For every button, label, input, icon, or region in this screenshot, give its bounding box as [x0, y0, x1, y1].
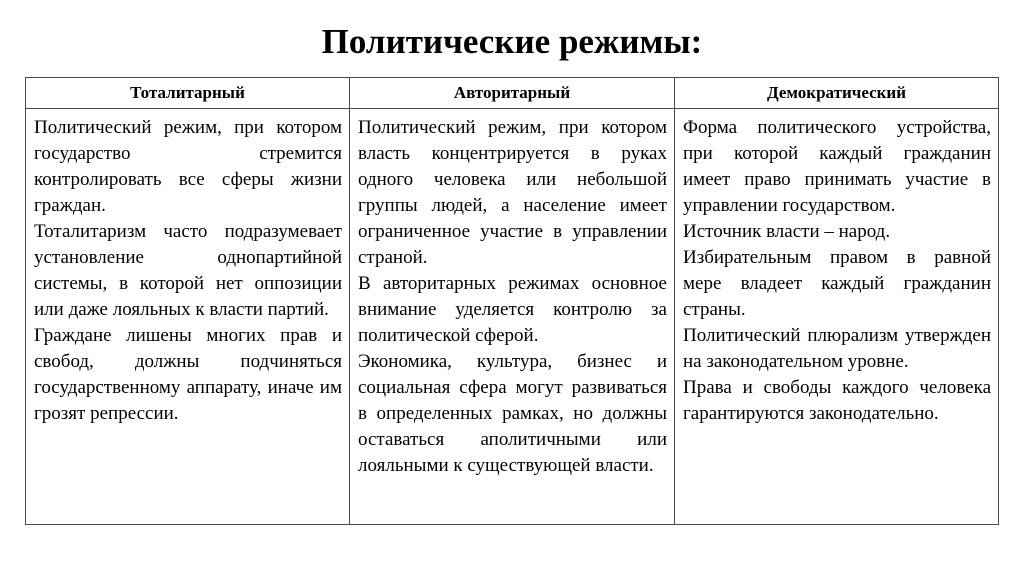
- democratic-paragraph: Политический плюрализм утвержден на законодательном уровне.: [683, 325, 991, 372]
- cell-totalitarian: [26, 109, 350, 525]
- table-row: [26, 109, 999, 525]
- cell-democratic: [675, 109, 999, 525]
- header-democratic: Демократический: [675, 78, 999, 109]
- header-totalitarian: Тоталитарный: [26, 78, 350, 109]
- cell-authoritarian: [350, 109, 675, 525]
- democratic-paragraph: Форма политического устройства, при которой каждый гражданин имеет право принимать участие в управлении государством.: [683, 117, 991, 216]
- democratic-paragraph: Источник власти – народ.: [683, 221, 891, 242]
- totalitarian-paragraph: Граждане лишены многих прав и свобод, должны подчиняться государственному аппарату, иначе им грозят репрессии.: [34, 325, 342, 424]
- page-title: Политические режимы:: [321, 22, 703, 61]
- header-authoritarian: Авторитарный: [350, 78, 675, 109]
- regimes-table: [25, 77, 999, 525]
- democratic-paragraph: Права и свободы каждого человека гарантируются законодательно.: [683, 377, 991, 424]
- table-header-row: [26, 78, 999, 109]
- democratic-paragraph: Избирательным правом в равной мере владеет каждый гражданин страны.: [683, 247, 991, 320]
- authoritarian-paragraph: Экономика, культура, бизнес и социальная сфера могут развиваться в определенных рамках, но должны оставаться аполитичными или лояльными к существующей власти.: [358, 351, 667, 476]
- authoritarian-paragraph: Политический режим, при котором власть концентрируется в руках одного человека или небольшой группы людей, а население имеет ограниченное участие в управлении страной.: [358, 117, 667, 268]
- totalitarian-paragraph: Политический режим, при котором государство стремится контролировать все сферы жизни граждан.: [34, 117, 342, 216]
- totalitarian-paragraph: Тоталитаризм часто подразумевает установление однопартийной системы, в которой нет оппозиции или даже лояльных к власти партий.: [34, 221, 342, 320]
- authoritarian-paragraph: В авторитарных режимах основное внимание уделяется контролю за политической сферой.: [358, 273, 667, 346]
